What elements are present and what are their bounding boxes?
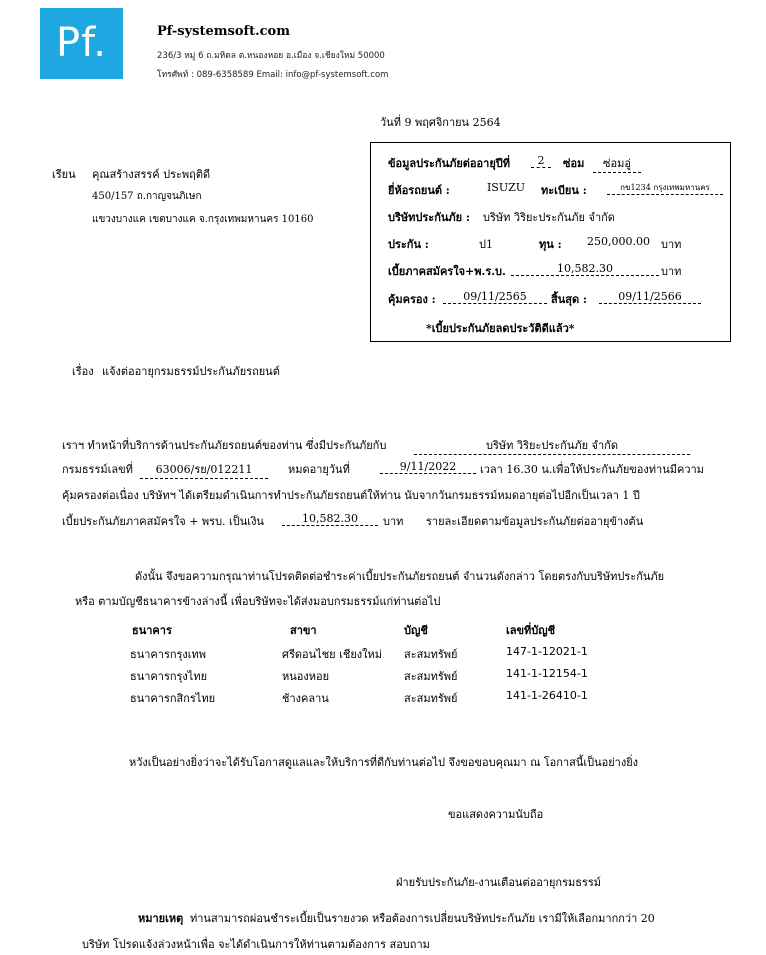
bank-row2-account-number: 141-1-12154-1 (506, 667, 588, 680)
paragraph1-policy-number: 63006/รย/012211 (140, 460, 268, 479)
renewal-year-value: 2 (531, 154, 551, 168)
paragraph1-details: รายละเอียดตามข้อมูลประกันภัยต่ออายุข้างต้น (426, 515, 644, 528)
sum-insured-value: 250,000.00 (587, 235, 650, 248)
closing-regards: ขอแสดงความนับถือ (448, 808, 544, 821)
insurance-type-value: ป1 (479, 238, 493, 251)
paragraph1-expiry-label: หมดอายุวันที่ (288, 463, 350, 476)
bank-row2-account-type: สะสมทรัพย์ (404, 670, 458, 683)
paragraph1-line3: คุ้มครองต่อเนื่อง บริษัทฯ ได้เตรียมดำเนินการทำประกันภัยรถยนต์ให้ท่าน นับจากวันกรมธรรม์หมดอายุต่อไปอีกเป็นเวลา 1 ปี (62, 489, 640, 502)
repair-type-label: ซ่อม (563, 157, 585, 170)
bank-row1-account-type: สะสมทรัพย์ (404, 648, 458, 661)
paragraph1-insurer: บริษัท วิริยะประกันภัย จำกัด (414, 436, 690, 455)
subject-text: แจ้งต่ออายุกรมธรรม์ประกันภัยรถยนต์ (102, 365, 280, 378)
bank-row3-bank: ธนาคารกสิกรไทย (130, 692, 216, 705)
bank-row1-branch: ศรีดอนไชย เชียงใหม่ (282, 648, 383, 661)
bank-table-header-bank: ธนาคาร (132, 624, 172, 637)
paragraph2-line2: หรือ ตามบัญชีธนาคารข้างล่างนี้ เพื่อบริษัทจะได้ส่งมอบกรมธรรม์แก่ท่านต่อไป (75, 595, 441, 608)
paragraph1-premium-label: เบี้ยประกันภัยภาคสมัครใจ + พรบ. เป็นเงิน (62, 515, 264, 528)
paragraph1-policy-label: กรมธรรม์เลขที่ (62, 463, 133, 476)
note-line2: บริษัท โปรดแจ้งล่วงหน้าเพื่อ จะได้ดำเนินการให้ท่านตามต้องการ สอบถาม (82, 938, 430, 951)
letter-date: วันที่ 9 พฤศจิกายน 2564 (380, 116, 501, 129)
recipient-name: คุณสร้างสรรค์ ประพฤติดี (92, 168, 211, 181)
premium-unit: บาท (661, 265, 682, 278)
insurer-value: บริษัท วิริยะประกันภัย จำกัด (483, 211, 615, 224)
car-brand-label: ยี่ห้อรถยนต์ : (388, 184, 450, 197)
car-brand-value: ISUZU (486, 181, 526, 194)
bank-row3-account-number: 141-1-26410-1 (506, 689, 588, 702)
sum-insured-label: ทุน : (539, 238, 562, 251)
paragraph1-expiry-date: 9/11/2022 (380, 460, 476, 474)
bank-table-header-account-number: เลขที่บัญชี (506, 624, 556, 637)
company-address: 236/3 หมู่ 6 ถ.มหิดล ต.หนองหอย อ.เมือง จ.เชียงใหม่ 50000 (157, 51, 385, 61)
recipient-address-line1: 450/157 ถ.กาญจนภิเษก (92, 191, 202, 202)
company-logo: Pf. (40, 8, 123, 79)
bank-row1-account-number: 147-1-12021-1 (506, 645, 588, 658)
sum-insured-unit: บาท (661, 238, 682, 251)
paragraph1-premium-amount: 10,582.30 (282, 512, 378, 526)
recipient-label: เรียน (52, 168, 76, 181)
paragraph1-line1-text: เราฯ ทำหน้าที่บริการด้านประกันภัยรถยนต์ของท่าน ซึ่งมีประกันภัยกับ (62, 439, 387, 452)
recipient-address-line2: แขวงบางแค เขตบางแค จ.กรุงเทพมหานคร 10160 (92, 214, 314, 225)
bank-row3-branch: ช้างคลาน (282, 692, 329, 705)
insurer-label: บริษัทประกันภัย : (388, 211, 470, 224)
bank-table-header-branch: สาขา (290, 624, 317, 637)
company-contact: โทรศัพท์ : 089-6358589 Email: info@pf-systemsoft.com (157, 70, 389, 80)
plate-value: กข1234 กรุงเทพมหานคร (607, 181, 723, 195)
plate-label: ทะเบียน : (541, 184, 587, 197)
premium-label: เบี้ยภาคสมัครใจ+พ.ร.บ. (388, 265, 506, 278)
coverage-start-value: 09/11/2565 (443, 290, 547, 304)
closing-department: ฝ่ายรับประกันภัย-งานเตือนต่ออายุกรมธรรม์ (396, 876, 602, 889)
coverage-end-value: 09/11/2566 (599, 290, 701, 304)
discount-note: *เบี้ยประกันภัยลดประวัติดีแล้ว* (426, 322, 575, 335)
coverage-start-label: คุ้มครอง : (388, 293, 436, 306)
paragraph1-baht: บาท (383, 515, 404, 528)
note-line1: ท่านสามารถผ่อนชำระเบี้ยเป็นรายงวด หรือต้องการเปลี่ยนบริษัทประกันภัย เรามีให้เลือกมากกว่า 20 (190, 912, 655, 925)
bank-table-header-account-type: บัญชี (404, 624, 428, 637)
paragraph2-line1: ดังนั้น จึงขอความกรุณาท่านโปรดติดต่อชำระค่าเบี้ยประกันภัยรถยนต์ จำนวนดังกล่าว โดยตรงกับบริษัทประกันภัย (135, 570, 665, 583)
renewal-info-box (370, 142, 731, 342)
repair-type-value: ซ่อมอู่ (593, 154, 641, 173)
bank-row2-bank: ธนาคารกรุงไทย (130, 670, 208, 683)
renewal-year-label: ข้อมูลประกันภัยต่ออายุปีที่ (388, 157, 511, 170)
bank-row1-bank: ธนาคารกรุงเทพ (130, 648, 207, 661)
coverage-end-label: สิ้นสุด : (551, 293, 587, 306)
premium-value: 10,582.30 (511, 262, 659, 276)
bank-row2-branch: หนองหอย (282, 670, 330, 683)
closing-hope: หวังเป็นอย่างยิ่งว่าจะได้รับโอกาสดูแลและให้บริการที่ดีกับท่านต่อไป จึงขอขอบคุณมา ณ โอกาสนี้เป็นอย่างยิ่ง (129, 756, 639, 769)
company-name: Pf-systemsoft.com (157, 24, 290, 39)
bank-row3-account-type: สะสมทรัพย์ (404, 692, 458, 705)
subject-label: เรื่อง (72, 365, 94, 378)
paragraph1-time-text: เวลา 16.30 น.เพื่อให้ประกันภัยของท่านมีความ (480, 463, 704, 476)
insurance-type-label: ประกัน : (388, 238, 429, 251)
note-label: หมายเหตุ (138, 912, 184, 925)
